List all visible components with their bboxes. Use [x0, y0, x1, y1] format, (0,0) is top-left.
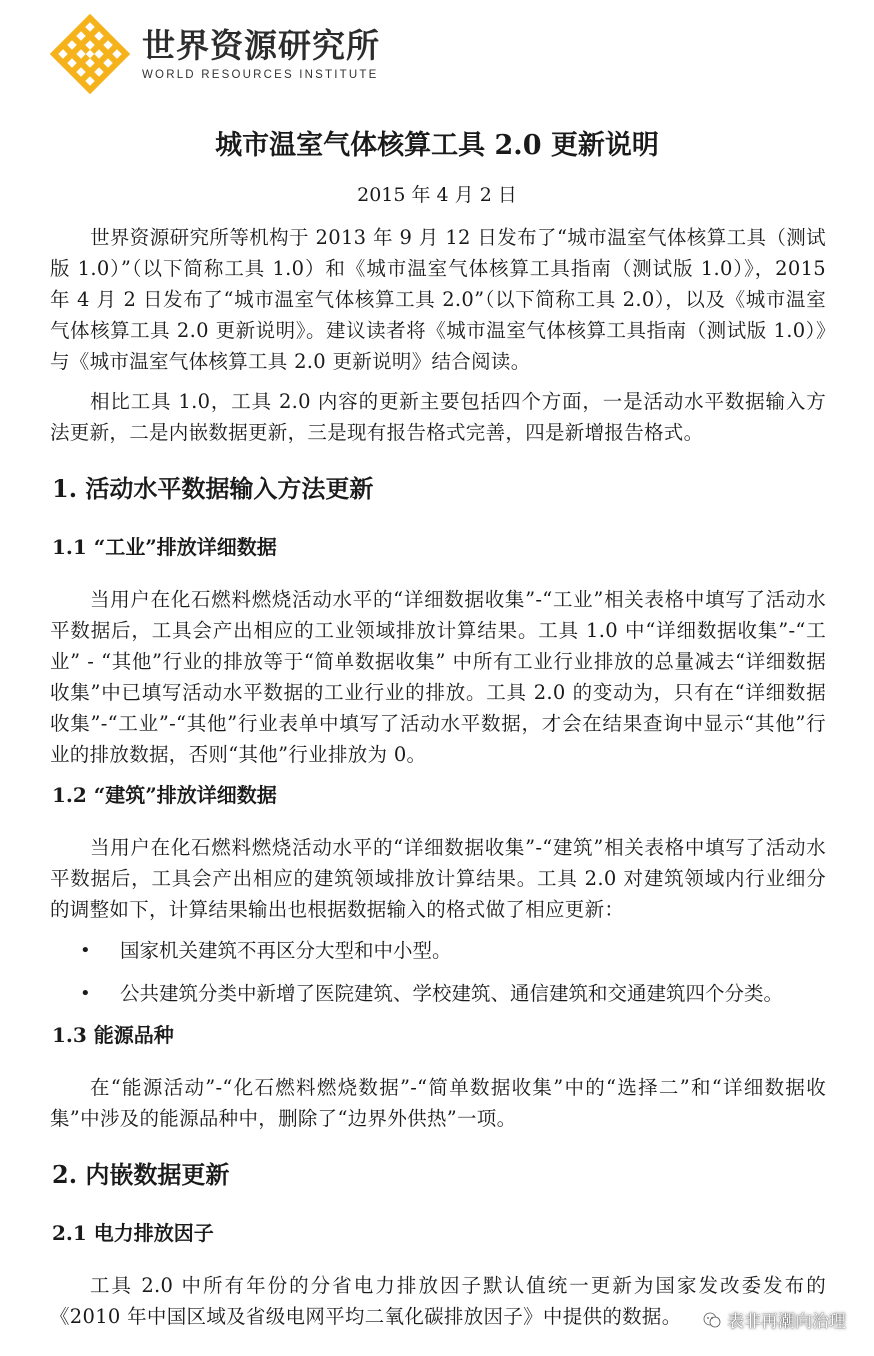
list-item-text: 国家机关建筑不再区分大型和中小型。: [120, 939, 452, 962]
bullet-icon: •: [80, 940, 91, 961]
section-1-2-body: 当用户在化石燃料燃烧活动水平的“详细数据收集”-“建筑”相关表格中填写了活动水平数据后，工具会产出相应的建筑领域排放计算结果。工具 2.0 对建筑领域内行业细分的调整如下，计算结果输出也根据数据输入的格式做了相应更新：: [50, 836, 826, 921]
org-name-cn: 世界资源研究所: [142, 26, 380, 65]
intro-paragraph-2: 相比工具 1.0，工具 2.0 内容的更新主要包括四个方面，一是活动水平数据输入方法更新，二是内嵌数据更新，三是现有报告格式完善，四是新增报告格式。: [50, 390, 826, 444]
list-item: [80, 979, 826, 1009]
section-1-2-heading: 1.2 “建筑”排放详细数据: [52, 783, 277, 807]
wechat-icon: [703, 1311, 721, 1329]
document-date: 2015 年 4 月 2 日: [357, 184, 517, 206]
section-2-heading: 2. 内嵌数据更新: [52, 1160, 230, 1189]
watermark-text: 表非再潮向治理: [727, 1312, 846, 1332]
wri-logo-icon: [50, 14, 130, 94]
org-name-en: WORLD RESOURCES INSTITUTE: [142, 69, 379, 81]
list-item-text: 公共建筑分类中新增了医院建筑、学校建筑、通信建筑和交通建筑四个分类。: [120, 982, 784, 1005]
section-1-1-body: 当用户在化石燃料燃烧活动水平的“详细数据收集”-“工业”相关表格中填写了活动水平数据后，工具会产出相应的工业领域排放计算结果。工具 1.0 中“详细数据收集”-“工业” - “其他”行业的排放等于“简单数据收集” 中所有工业行业排放的总量减去“详细数据收集”中已填写活动水平数据的工业行业的排放。工具 2.0 的变动为，只有在“详细数据收集”-“工业”-“其他”行业表单中填写了活动水平数据，才会在结果查询中显示“其他”行业的排放数据，否则“其他”行业排放为 0。: [50, 588, 826, 766]
section-2-1-heading: 2.1 电力排放因子: [52, 1221, 214, 1245]
section-1-1-heading: 1.1 “工业”排放详细数据: [52, 535, 277, 559]
section-1-heading: 1. 活动水平数据输入方法更新: [52, 474, 374, 503]
intro-paragraph-1: 世界资源研究所等机构于 2013 年 9 月 12 日发布了“城市温室气体核算工具（测试版 1.0）”（以下简称工具 1.0）和《城市温室气体核算工具指南（测试版 1.0）》，2015 年 4 月 2 日发布了“城市温室气体核算工具 2.0”（以下简称工具 2.0），以及《城市温室气体核算工具 2.0 更新说明》。建议读者将《城市温室气体核算工具指南（测试版 1.0）》与《城市温室气体核算工具 2.0 更新说明》结合阅读。: [50, 226, 826, 373]
list-item: [80, 936, 826, 966]
section-1-3-body: 在“能源活动”-“化石燃料燃烧数据”-“简单数据收集”中的“选择二”和“详细数据收集”中涉及的能源品种中，删除了“边界外供热”一项。: [50, 1076, 826, 1130]
document-title: 城市温室气体核算工具 2.0 更新说明: [215, 130, 659, 161]
section-2-1-body: 工具 2.0 中所有年份的分省电力排放因子默认值统一更新为国家发改委发布的《2010 年中国区域及省级电网平均二氧化碳排放因子》中提供的数据。: [50, 1274, 826, 1328]
watermark: [703, 1307, 846, 1332]
bullet-icon: •: [80, 983, 91, 1004]
wri-logo: [50, 14, 380, 94]
section-1-3-heading: 1.3 能源品种: [52, 1023, 174, 1047]
